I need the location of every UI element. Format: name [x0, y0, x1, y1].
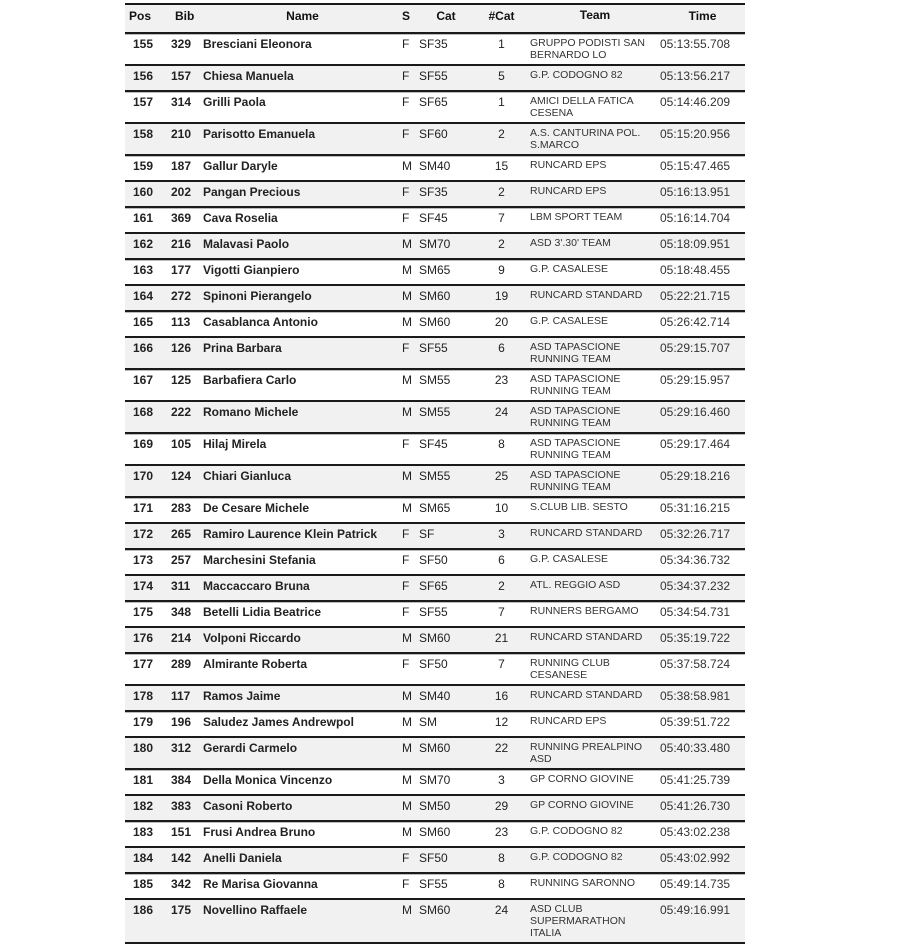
category-rank-cell: 1	[498, 37, 505, 51]
category-rank-cell: 23	[494, 373, 509, 387]
bib-cell: 383	[171, 799, 192, 813]
category-cell: SF55	[419, 605, 448, 619]
table-row	[125, 602, 745, 628]
time-cell: 05:29:18.216	[660, 469, 731, 483]
team-cell: G.P. CODOGNO 82	[530, 851, 623, 863]
category-rank-cell: 23	[494, 825, 509, 839]
sex-cell: F	[402, 69, 410, 83]
bib-cell: 117	[171, 689, 191, 703]
bib-cell: 151	[171, 825, 192, 839]
sex-cell: M	[402, 405, 412, 419]
time-cell: 05:15:47.465	[660, 159, 731, 173]
sex-cell: M	[402, 469, 412, 483]
category-rank-cell: 8	[498, 437, 505, 451]
table-row	[125, 66, 745, 92]
category-rank-cell: 25	[494, 469, 509, 483]
category-cell: SM40	[419, 159, 451, 173]
position-cell: 165	[133, 315, 154, 329]
bib-cell: 196	[171, 715, 192, 729]
bib-cell: 342	[171, 877, 192, 891]
position-cell: 171	[133, 501, 154, 515]
category-cell: SM55	[419, 373, 451, 387]
position-cell: 161	[133, 211, 154, 225]
table-row	[125, 156, 745, 182]
name-cell: Betelli Lidia Beatrice	[203, 605, 322, 619]
table-row	[125, 92, 745, 124]
name-cell: Ramos Jaime	[203, 689, 281, 703]
bib-cell: 175	[171, 903, 192, 917]
category-cell: SM50	[419, 799, 451, 813]
table-row	[125, 466, 745, 498]
category-cell: SF	[419, 527, 435, 541]
sex-cell: M	[402, 631, 412, 645]
team-cell: G.P. CASALESE	[530, 263, 609, 275]
category-rank-cell: 12	[494, 715, 509, 729]
category-cell: SF50	[419, 851, 448, 865]
category-cell: SM60	[419, 903, 451, 917]
name-cell: Spinoni Pierangelo	[203, 289, 312, 303]
team-cell: GRUPPO PODISTI SAN BERNARDO LO	[530, 37, 645, 61]
position-cell: 176	[133, 631, 154, 645]
table-row	[125, 524, 745, 550]
time-cell: 05:29:17.464	[660, 437, 731, 451]
sex-cell: M	[402, 773, 412, 787]
time-cell: 05:34:37.232	[660, 579, 731, 593]
header-time: Time	[688, 9, 717, 23]
table-row	[125, 124, 745, 156]
time-cell: 05:16:13.951	[660, 185, 731, 199]
position-cell: 173	[133, 553, 154, 567]
category-cell: SF45	[419, 437, 448, 451]
category-cell: SF55	[419, 69, 448, 83]
sex-cell: F	[402, 579, 410, 593]
sex-cell: M	[402, 501, 412, 515]
team-cell: G.P. CODOGNO 82	[530, 69, 623, 81]
name-cell: Saludez James Andrewpol	[203, 715, 354, 729]
sex-cell: F	[402, 437, 410, 451]
category-rank-cell: 9	[498, 263, 505, 277]
sex-cell: F	[402, 877, 410, 891]
table-row	[125, 286, 745, 312]
bib-cell: 157	[171, 69, 192, 83]
bib-cell: 311	[171, 579, 191, 593]
team-cell: ASD TAPASCIONE RUNNING TEAM	[530, 437, 621, 461]
name-cell: Volponi Riccardo	[203, 631, 301, 645]
category-rank-cell: 3	[498, 527, 505, 541]
results-table	[125, 3, 745, 944]
sex-cell: M	[402, 237, 412, 251]
sex-cell: F	[402, 527, 410, 541]
bib-cell: 222	[171, 405, 192, 419]
name-cell: Pangan Precious	[203, 185, 301, 199]
name-cell: Bresciani Eleonora	[203, 37, 312, 51]
sex-cell: M	[402, 373, 412, 387]
sex-cell: M	[402, 741, 412, 755]
name-cell: Maccaccaro Bruna	[203, 579, 310, 593]
time-cell: 05:39:51.722	[660, 715, 731, 729]
team-cell: ASD TAPASCIONE RUNNING TEAM	[530, 405, 621, 429]
sex-cell: F	[402, 95, 410, 109]
team-cell: A.S. CANTURINA POL. S.MARCO	[530, 127, 641, 151]
time-cell: 05:16:14.704	[660, 211, 731, 225]
table-row	[125, 628, 745, 654]
category-cell: SM60	[419, 825, 451, 839]
name-cell: Vigotti Gianpiero	[203, 263, 300, 277]
position-cell: 168	[133, 405, 154, 419]
bib-cell: 216	[171, 237, 192, 251]
category-rank-cell: 8	[498, 877, 505, 891]
name-cell: Almirante Roberta	[203, 657, 308, 671]
name-cell: Romano Michele	[203, 405, 299, 419]
table-row	[125, 182, 745, 208]
table-row	[125, 234, 745, 260]
team-cell: S.CLUB LIB. SESTO	[530, 501, 628, 513]
sex-cell: M	[402, 315, 412, 329]
category-cell: SF60	[419, 127, 448, 141]
category-rank-cell: 1	[498, 95, 505, 109]
team-cell: RUNNING PREALPINO ASD	[530, 741, 643, 765]
bib-cell: 265	[171, 527, 192, 541]
time-cell: 05:13:55.708	[660, 37, 731, 51]
position-cell: 159	[133, 159, 154, 173]
name-cell: Ramiro Laurence Klein Patrick	[203, 527, 378, 541]
table-row	[125, 434, 745, 466]
team-cell: ASD 3'.30' TEAM	[530, 237, 611, 249]
team-cell: GP CORNO GIOVINE	[530, 799, 634, 811]
time-cell: 05:29:15.707	[660, 341, 731, 355]
sex-cell: F	[402, 211, 410, 225]
table-row	[125, 498, 745, 524]
position-cell: 160	[133, 185, 154, 199]
bib-cell: 348	[171, 605, 192, 619]
name-cell: Della Monica Vincenzo	[203, 773, 333, 787]
category-cell: SF55	[419, 877, 448, 891]
category-cell: SM70	[419, 773, 451, 787]
bib-cell: 177	[171, 263, 192, 277]
header-team: Team	[579, 8, 611, 22]
time-cell: 05:37:58.724	[660, 657, 731, 671]
bib-cell: 214	[171, 631, 192, 645]
table-row	[125, 370, 745, 402]
team-cell: ASD TAPASCIONE RUNNING TEAM	[530, 373, 621, 397]
time-cell: 05:29:16.460	[660, 405, 731, 419]
position-cell: 166	[133, 341, 154, 355]
position-cell: 156	[133, 69, 154, 83]
position-cell: 186	[133, 903, 154, 917]
table-row	[125, 208, 745, 234]
category-rank-cell: 16	[494, 689, 509, 703]
position-cell: 177	[133, 657, 154, 671]
table-row	[125, 34, 745, 66]
time-cell: 05:38:58.981	[660, 689, 731, 703]
name-cell: Re Marisa Giovanna	[203, 877, 318, 891]
name-cell: Parisotto Emanuela	[203, 127, 316, 141]
table-row	[125, 712, 745, 738]
bib-cell: 113	[171, 315, 191, 329]
name-cell: Malavasi Paolo	[203, 237, 290, 251]
category-cell: SM70	[419, 237, 451, 251]
category-cell: SF55	[419, 341, 448, 355]
name-cell: Barbafiera Carlo	[203, 373, 297, 387]
category-rank-cell: 7	[498, 657, 505, 671]
category-rank-cell: 2	[498, 579, 505, 593]
team-cell: ASD TAPASCIONE RUNNING TEAM	[530, 469, 621, 493]
bib-cell: 142	[171, 851, 192, 865]
table-row	[125, 550, 745, 576]
time-cell: 05:32:26.717	[660, 527, 731, 541]
sex-cell: F	[402, 605, 410, 619]
time-cell: 05:49:16.991	[660, 903, 731, 917]
sex-cell: M	[402, 263, 412, 277]
time-cell: 05:40:33.480	[660, 741, 731, 755]
header-pos: Pos	[129, 9, 152, 23]
category-rank-cell: 7	[498, 605, 505, 619]
time-cell: 05:41:25.739	[660, 773, 731, 787]
sex-cell: F	[402, 657, 410, 671]
team-cell: ATL. REGGIO ASD	[530, 579, 621, 591]
bib-cell: 105	[171, 437, 192, 451]
position-cell: 185	[133, 877, 154, 891]
time-cell: 05:14:46.209	[660, 95, 731, 109]
team-cell: RUNCARD EPS	[530, 715, 607, 727]
position-cell: 163	[133, 263, 154, 277]
position-cell: 164	[133, 289, 154, 303]
header-name: Name	[286, 9, 319, 23]
bib-cell: 187	[171, 159, 192, 173]
category-cell: SF50	[419, 553, 448, 567]
name-cell: Casoni Roberto	[203, 799, 293, 813]
team-cell: RUNCARD EPS	[530, 159, 607, 171]
category-cell: SF65	[419, 579, 448, 593]
category-cell: SM	[419, 715, 437, 729]
category-cell: SM55	[419, 469, 451, 483]
category-cell: SF35	[419, 37, 448, 51]
table-row	[125, 900, 745, 944]
time-cell: 05:43:02.238	[660, 825, 731, 839]
position-cell: 172	[133, 527, 154, 541]
position-cell: 175	[133, 605, 154, 619]
bib-cell: 384	[171, 773, 192, 787]
time-cell: 05:18:48.455	[660, 263, 731, 277]
sex-cell: M	[402, 289, 412, 303]
category-rank-cell: 29	[494, 799, 509, 813]
category-cell: SM60	[419, 631, 451, 645]
table-row	[125, 848, 745, 874]
name-cell: Hilaj Mirela	[203, 437, 267, 451]
name-cell: Casablanca Antonio	[203, 315, 318, 329]
position-cell: 158	[133, 127, 154, 141]
team-cell: ASD TAPASCIONE RUNNING TEAM	[530, 341, 621, 365]
category-cell: SF65	[419, 95, 448, 109]
team-cell: ASD CLUB SUPERMARATHON ITALIA	[530, 903, 626, 939]
team-cell: RUNCARD STANDARD	[530, 631, 643, 643]
position-cell: 182	[133, 799, 154, 813]
bib-cell: 272	[171, 289, 192, 303]
sex-cell: M	[402, 689, 412, 703]
header-category-rank: #Cat	[488, 9, 515, 23]
name-cell: Marchesini Stefania	[203, 553, 316, 567]
table-header	[125, 5, 745, 34]
category-cell: SM65	[419, 501, 451, 515]
sex-cell: M	[402, 903, 412, 917]
time-cell: 05:15:20.956	[660, 127, 731, 141]
table-row	[125, 402, 745, 434]
team-cell: G.P. CASALESE	[530, 553, 609, 565]
position-cell: 170	[133, 469, 154, 483]
bib-cell: 126	[171, 341, 192, 355]
position-cell: 167	[133, 373, 154, 387]
bib-cell: 202	[171, 185, 192, 199]
team-cell: G.P. CASALESE	[530, 315, 609, 327]
position-cell: 155	[133, 37, 154, 51]
time-cell: 05:22:21.715	[660, 289, 731, 303]
bib-cell: 369	[171, 211, 192, 225]
position-cell: 157	[133, 95, 154, 109]
bib-cell: 210	[171, 127, 192, 141]
position-cell: 180	[133, 741, 154, 755]
category-rank-cell: 20	[494, 315, 509, 329]
name-cell: De Cesare Michele	[203, 501, 310, 515]
category-rank-cell: 2	[498, 185, 505, 199]
name-cell: Chiesa Manuela	[203, 69, 294, 83]
time-cell: 05:34:36.732	[660, 553, 731, 567]
name-cell: Grilli Paola	[203, 95, 266, 109]
sex-cell: F	[402, 341, 410, 355]
table-row	[125, 738, 745, 770]
category-cell: SM60	[419, 289, 451, 303]
time-cell: 05:31:16.215	[660, 501, 731, 515]
team-cell: RUNNERS BERGAMO	[530, 605, 639, 617]
bib-cell: 125	[171, 373, 192, 387]
category-rank-cell: 5	[498, 69, 505, 83]
table-row	[125, 770, 745, 796]
category-cell: SM40	[419, 689, 451, 703]
sex-cell: F	[402, 127, 410, 141]
sex-cell: F	[402, 851, 410, 865]
category-rank-cell: 3	[498, 773, 505, 787]
sex-cell: M	[402, 715, 412, 729]
time-cell: 05:43:02.992	[660, 851, 731, 865]
category-cell: SM60	[419, 315, 451, 329]
category-rank-cell: 24	[494, 903, 509, 917]
table-row	[125, 874, 745, 900]
sex-cell: F	[402, 553, 410, 567]
team-cell: LBM SPORT TEAM	[530, 211, 623, 223]
header-sex: S	[402, 9, 411, 23]
bib-cell: 312	[171, 741, 192, 755]
position-cell: 184	[133, 851, 154, 865]
team-cell: RUNCARD STANDARD	[530, 527, 643, 539]
time-cell: 05:34:54.731	[660, 605, 731, 619]
sex-cell: F	[402, 185, 410, 199]
name-cell: Gerardi Carmelo	[203, 741, 298, 755]
category-rank-cell: 6	[498, 553, 505, 567]
bib-cell: 289	[171, 657, 192, 671]
position-cell: 178	[133, 689, 154, 703]
name-cell: Gallur Daryle	[203, 159, 278, 173]
header-category: Cat	[436, 9, 456, 23]
category-cell: SF50	[419, 657, 448, 671]
time-cell: 05:49:14.735	[660, 877, 731, 891]
sex-cell: M	[402, 825, 412, 839]
category-rank-cell: 24	[494, 405, 509, 419]
team-cell: RUNCARD STANDARD	[530, 689, 643, 701]
table-row	[125, 576, 745, 602]
position-cell: 169	[133, 437, 154, 451]
category-cell: SM60	[419, 741, 451, 755]
position-cell: 174	[133, 579, 154, 593]
time-cell: 05:26:42.714	[660, 315, 731, 329]
category-cell: SM55	[419, 405, 451, 419]
team-cell: RUNCARD EPS	[530, 185, 607, 197]
category-rank-cell: 2	[498, 237, 505, 251]
position-cell: 183	[133, 825, 154, 839]
bib-cell: 124	[171, 469, 192, 483]
time-cell: 05:29:15.957	[660, 373, 731, 387]
time-cell: 05:18:09.951	[660, 237, 731, 251]
team-cell: RUNNING CLUB CESANESE	[530, 657, 610, 681]
category-rank-cell: 21	[494, 631, 509, 645]
table-row	[125, 686, 745, 712]
team-cell: G.P. CODOGNO 82	[530, 825, 623, 837]
position-cell: 179	[133, 715, 154, 729]
table-row	[125, 796, 745, 822]
time-cell: 05:35:19.722	[660, 631, 731, 645]
name-cell: Cava Roselia	[203, 211, 278, 225]
sex-cell: M	[402, 799, 412, 813]
name-cell: Prina Barbara	[203, 341, 282, 355]
header-bib: Bib	[175, 9, 195, 23]
position-cell: 181	[133, 773, 154, 787]
category-rank-cell: 19	[494, 289, 509, 303]
bib-cell: 329	[171, 37, 192, 51]
sex-cell: F	[402, 37, 410, 51]
category-rank-cell: 8	[498, 851, 505, 865]
category-rank-cell: 6	[498, 341, 505, 355]
table-row	[125, 338, 745, 370]
bib-cell: 257	[171, 553, 192, 567]
team-cell: AMICI DELLA FATICA CESENA	[530, 95, 634, 119]
name-cell: Frusi Andrea Bruno	[203, 825, 316, 839]
category-rank-cell: 10	[494, 501, 509, 515]
name-cell: Chiari Gianluca	[203, 469, 292, 483]
category-rank-cell: 7	[498, 211, 505, 225]
bib-cell: 314	[171, 95, 192, 109]
category-rank-cell: 15	[494, 159, 509, 173]
table-row	[125, 260, 745, 286]
category-cell: SF45	[419, 211, 448, 225]
category-cell: SM65	[419, 263, 451, 277]
team-cell: RUNCARD STANDARD	[530, 289, 643, 301]
table-row	[125, 312, 745, 338]
category-rank-cell: 22	[494, 741, 509, 755]
time-cell: 05:13:56.217	[660, 69, 731, 83]
category-rank-cell: 2	[498, 127, 505, 141]
table-row	[125, 822, 745, 848]
team-cell: RUNNING SARONNO	[530, 877, 636, 889]
bib-cell: 283	[171, 501, 192, 515]
time-cell: 05:41:26.730	[660, 799, 731, 813]
team-cell: GP CORNO GIOVINE	[530, 773, 634, 785]
position-cell: 162	[133, 237, 154, 251]
table-row	[125, 654, 745, 686]
name-cell: Novellino Raffaele	[203, 903, 308, 917]
category-cell: SF35	[419, 185, 448, 199]
sex-cell: M	[402, 159, 412, 173]
name-cell: Anelli Daniela	[203, 851, 282, 865]
